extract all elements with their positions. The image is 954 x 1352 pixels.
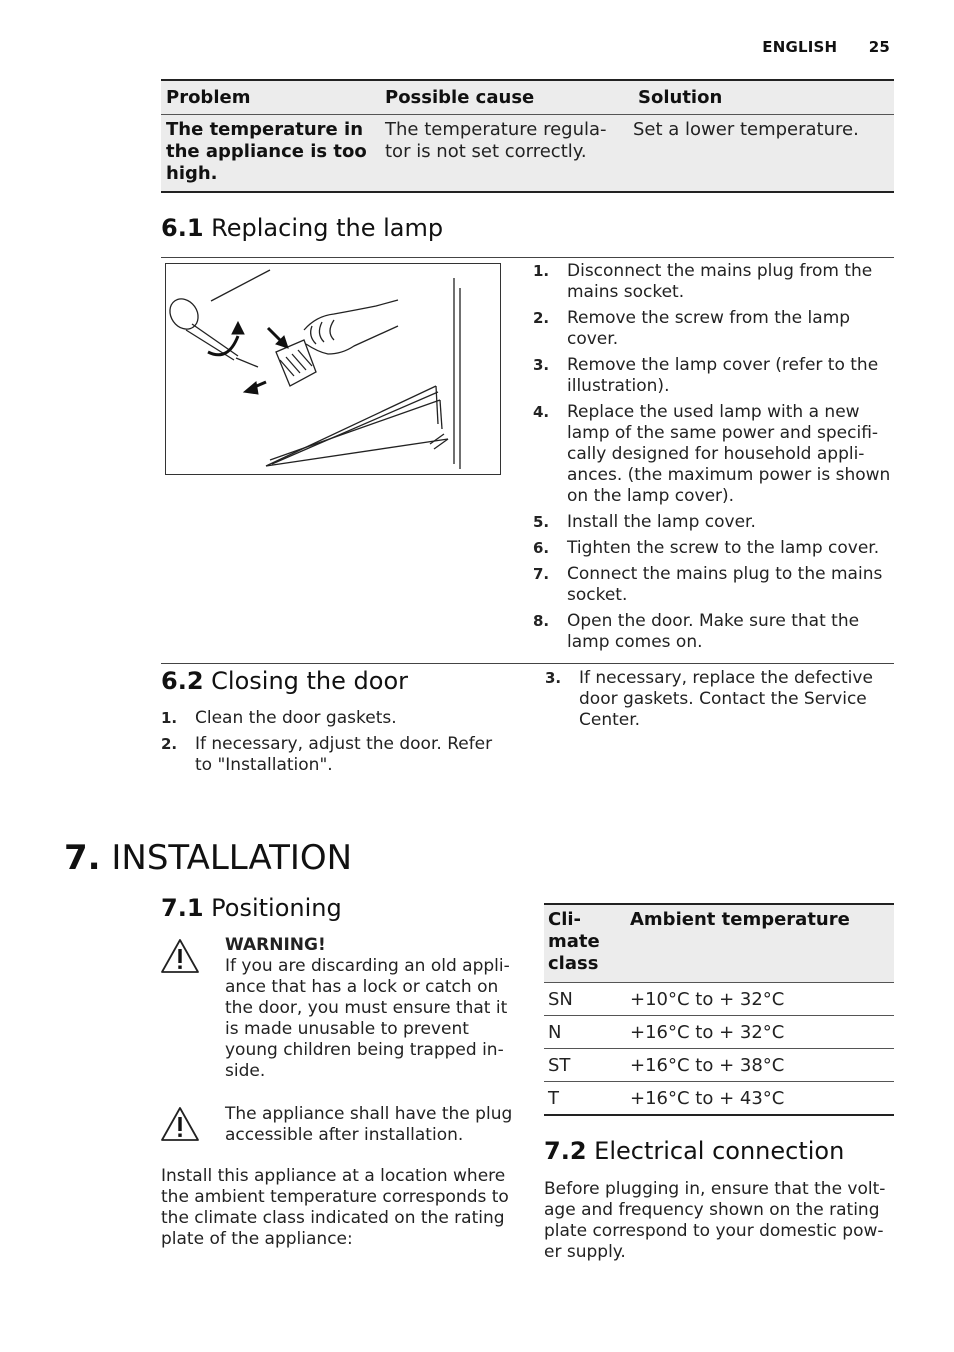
positioning-paragraph: Install this appliance at a location where the ambient temperature corresponds to the climate class indicated on the rating plate of the appliance:	[161, 1166, 509, 1249]
list-item	[161, 734, 501, 776]
section-title: Closing the door	[211, 667, 408, 695]
divider	[161, 257, 894, 258]
step-number: 8.	[533, 612, 550, 630]
step-text: Install the lamp cover.	[567, 512, 756, 532]
step-text: If necessary, replace the defective door gaskets. Contact the Service Center.	[579, 668, 873, 730]
lamp-illustration-drawing	[166, 264, 500, 474]
troubleshooting-table	[161, 79, 894, 193]
step-number: 1.	[533, 262, 550, 280]
cause-cell: The temperature regula- tor is not set correctly.	[385, 119, 607, 162]
section-heading-7-2	[544, 1137, 844, 1165]
list-item	[533, 308, 895, 350]
section-title: Replacing the lamp	[211, 214, 444, 242]
list-item	[545, 668, 890, 731]
warning-block	[225, 935, 517, 1082]
list-item	[533, 355, 895, 397]
electrical-paragraph: Before plugging in, ensure that the volt- age and frequency shown on the rating plate correspond to your domestic pow- er supply.	[544, 1179, 886, 1262]
table-row	[544, 983, 894, 1016]
column-header: Solution	[638, 87, 723, 108]
step-number: 6.	[533, 539, 550, 557]
step-number: 7.	[533, 565, 550, 583]
lamp-replacement-illustration	[165, 263, 501, 475]
chapter-title: INSTALLATION	[111, 838, 353, 878]
door-steps-list-continued	[545, 668, 890, 736]
step-number: 2.	[533, 309, 550, 327]
section-number: 6.2	[161, 667, 204, 695]
list-item	[533, 512, 895, 533]
table-row	[544, 1049, 894, 1082]
step-text: Remove the screw from the lamp cover.	[567, 308, 851, 349]
table-row	[544, 1016, 894, 1049]
caution-text: The appliance shall have the plug accessible after installation.	[225, 1104, 513, 1145]
step-text: Tighten the screw to the lamp cover.	[567, 538, 880, 558]
list-item	[533, 261, 895, 303]
column-header: Cli- mate class	[548, 909, 600, 974]
warning-title: WARNING!	[225, 935, 326, 955]
table-header-row	[544, 905, 894, 983]
step-number: 4.	[533, 403, 550, 421]
problem-cell: The temperature in the appliance is too high.	[166, 119, 367, 184]
section-number: 7.2	[544, 1137, 587, 1165]
climate-class-table	[544, 903, 894, 1116]
list-item	[533, 611, 895, 653]
chapter-number: 7.	[64, 838, 101, 878]
header-language: ENGLISH	[762, 38, 838, 56]
warning-triangle-icon	[160, 938, 200, 974]
step-text: Connect the mains plug to the mains socket.	[567, 564, 883, 605]
step-text: Replace the used lamp with a new lamp of the same power and specifi- cally designed for household appli- ances. (the maximum power is shown on the lamp cover).	[567, 402, 891, 506]
warning-text: If you are discarding an old appli- ance that has a lock or catch on the door, you must ensure that it is made unusable to prevent young children being trapped in- side.	[225, 956, 510, 1081]
column-header: Possible cause	[385, 87, 535, 108]
temperature-cell: +16°C to + 32°C	[630, 1021, 785, 1043]
door-steps-list	[161, 708, 501, 781]
temperature-cell: +10°C to + 32°C	[630, 988, 785, 1010]
divider	[161, 663, 894, 664]
page-number: 25	[868, 38, 890, 56]
column-header: Problem	[166, 87, 251, 108]
page-header	[736, 38, 890, 56]
step-number: 1.	[161, 709, 178, 727]
table-row	[544, 1082, 894, 1114]
table-row	[161, 115, 894, 191]
section-number: 7.1	[161, 894, 204, 922]
lamp-steps-list	[533, 261, 895, 658]
solution-cell: Set a lower temperature.	[633, 119, 859, 140]
climate-class-cell: ST	[548, 1054, 571, 1076]
climate-class-cell: SN	[548, 988, 573, 1010]
column-header: Ambient temperature	[630, 909, 850, 930]
step-text: Open the door. Make sure that the lamp comes on.	[567, 611, 860, 652]
chapter-heading	[64, 838, 352, 878]
list-item	[161, 708, 501, 729]
list-item	[533, 564, 895, 606]
section-title: Positioning	[211, 894, 342, 922]
table-header-row	[161, 81, 894, 115]
temperature-cell: +16°C to + 38°C	[630, 1054, 785, 1076]
section-number: 6.1	[161, 214, 204, 242]
climate-class-cell: T	[548, 1087, 559, 1109]
step-text: If necessary, adjust the door. Refer to "Installation".	[195, 734, 493, 775]
section-title: Electrical connection	[594, 1137, 845, 1165]
section-heading-7-1	[161, 894, 342, 922]
step-text: Disconnect the mains plug from the mains socket.	[567, 261, 873, 302]
section-heading-6-1	[161, 214, 443, 242]
step-number: 3.	[533, 356, 550, 374]
step-number: 3.	[545, 669, 562, 687]
step-number: 2.	[161, 735, 178, 753]
step-text: Remove the lamp cover (refer to the illustration).	[567, 355, 879, 396]
section-heading-6-2	[161, 667, 408, 695]
warning-triangle-icon	[160, 1106, 200, 1142]
list-item	[533, 402, 895, 507]
step-text: Clean the door gaskets.	[195, 708, 397, 728]
step-number: 5.	[533, 513, 550, 531]
temperature-cell: +16°C to + 43°C	[630, 1087, 785, 1109]
list-item	[533, 538, 895, 559]
climate-class-cell: N	[548, 1021, 562, 1043]
